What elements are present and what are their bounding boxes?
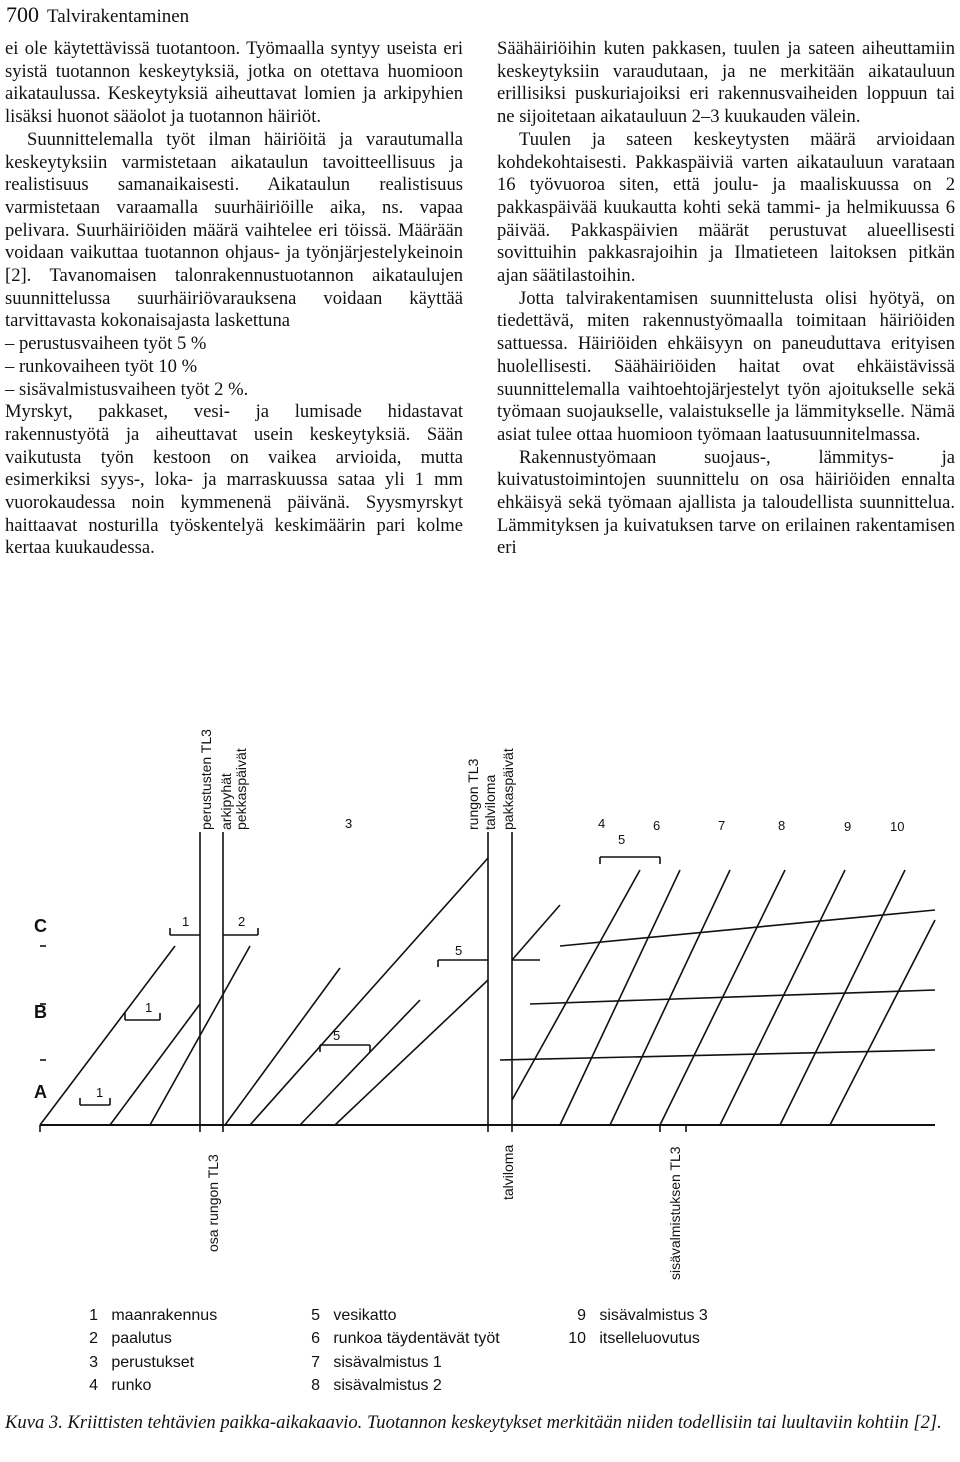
activity-number: 1 — [145, 1000, 153, 1015]
activity-line — [780, 870, 905, 1125]
row-label-a: A — [34, 1082, 47, 1102]
label-arkipyhat: arkipyhät — [218, 773, 234, 830]
row-label-c: C — [34, 916, 47, 936]
activity-line — [335, 980, 488, 1125]
right-text-column — [497, 38, 955, 560]
location-time-diagram — [0, 680, 960, 1292]
activity-line — [250, 858, 488, 1125]
legend-col-2 — [306, 1304, 500, 1397]
diagram-lines — [40, 832, 935, 1132]
activity-number: 6 — [653, 818, 661, 833]
label-talviloma-top: talviloma — [482, 774, 498, 830]
legend-item: 1 maanrakennus — [89, 1307, 218, 1324]
label-talviloma-bottom: talviloma — [500, 1144, 516, 1200]
activity-line — [110, 1004, 200, 1125]
paragraph: Säähäiriöihin kuten pakkasen, tuulen ja sateen aiheuttamiin keskeytyksiin varaudutaan, ja ne merkitään aikatauluun erillisiksi puskuriajoiksi eri rakennusvaiheiden loppuun tai ne sijoitetaan aikatauluun 2–3 kuukauden välein. — [497, 38, 955, 128]
paragraph: Jotta talvirakentamisen suunnittelusta olisi hyötyä, on tiedettävä, miten rakennustyömaalla toimitaan häiriöiden sattuessa. Häiriöiden ehkäisyyn on paneuduttava erityisen huolellisesti. Säähäiriöiden haitat ovat ehkäistävissä suunnittelemalla vaihtoehtojärjestelyt työn ajoitukselle sekä työmaan suojaukselle, valaistukselle ja lämmitykselle. Nämä asiat tulee ottaa huomioon työmaan laatusuunnitelmassa. — [497, 287, 955, 445]
label-sisavalmistuksen-tl3: sisävalmistuksen TL3 — [667, 1146, 683, 1280]
page-header — [6, 0, 189, 34]
label-osa-rungon-tl3: osa rungon TL3 — [205, 1154, 221, 1252]
activity-line — [560, 870, 680, 1125]
legend-item: 3 perustukset — [89, 1353, 195, 1371]
paragraph: ei ole käytettävissä tuotantoon. Työmaalla syntyy useista eri syistä tuotannon keskeytyksiä, jotka on otettava huomioon aikataulussa. Keskeytyksiä aiheuttavat lomien ja arkipyhien lisäksi huonot sääolot ja tuotannon häiriöt. — [5, 38, 463, 128]
legend-item: 2 paalutus — [89, 1330, 172, 1348]
list-item: – perustusvaiheen työt 5 % — [5, 333, 463, 356]
row-label-b: B — [34, 1002, 47, 1022]
legend-item: 6 runkoa täydentävät työt — [311, 1330, 500, 1348]
figure-caption: Kuva 3. Kriittisten tehtävien paikka-aikakaavio. Tuotannon keskeytykset merkitään niiden todellisiin tai luultaviin kohtiin [2]. — [5, 1412, 942, 1433]
paragraph: Tuulen ja sateen keskeytysten määrä arvioidaan kohdekohtaisesti. Pakkaspäiviä varten aikatauluun varataan 16 työvuoroa siten, että joulu- ja maaliskuussa on 2 pakkaspäivää kuukautta kohti sekä tammi- ja helmikuussa 6 päivää. Pakkaspäivien määrät perustuvat alueellisesti sovittuihin pakkasrajoihin ja Ilmatieteen laitoksen pitkän ajan säätilastoihin. — [497, 128, 955, 287]
legend-item: 4 runko — [89, 1376, 152, 1394]
page-number: 700 — [6, 2, 39, 27]
paragraph: Myrskyt, pakkaset, vesi- ja lumisade hidastavat rakennustyötä ja aiheuttavat usein keskeytyksiä. Sään vaikutusta työn kestoon on vaikea arvioida, mutta esimerkiksi syys-, loka- ja marraskuussa sataa yli 1 mm vuorokaudessa noin kymmenenä päivänä. Syysmyrskyt haittaavat nosturilla työskentelyä keskimäärin pari kolme kertaa kuukaudessa. — [5, 401, 463, 559]
label-rungon-tl3: rungon TL3 — [465, 758, 481, 830]
legend-item: 9 sisävalmistus 3 — [577, 1307, 708, 1324]
activity-line — [830, 920, 935, 1125]
legend-item: 10 itselleluovutus — [568, 1330, 700, 1348]
legend-item: 7 sisävalmistus 1 — [311, 1353, 442, 1371]
list-item: – runkovaiheen työt 10 % — [5, 356, 463, 379]
paragraph: Suunnittelemalla työt ilman häiriöitä ja varautumalla keskeytyksiin varmistetaan aikataulun tavoitteellisuus ja realistisuus samanaikaisesti. Aikataulun realistisuus varmistetaan varaamalla suurhäiriöille aika, ns. vapaa pelivara. Suurhäiriöiden määrä vaihtelee eri töissä. Määrään voidaan vaikuttaa tuotannon ohjaus- ja työnjärjestelykeinoin [2]. Tavanomaisen talonrakennustuotannon aikataulujen suunnittelussa suurhäiriövarauksena voidaan käyttää tarvittavasta kokonaisajasta laskettuna — [5, 128, 463, 332]
activity-number: 8 — [778, 818, 786, 833]
activity-number: 4 — [598, 816, 606, 831]
list-item: – sisävalmistusvaiheen työt 2 %. — [5, 379, 463, 402]
activity-line — [512, 870, 640, 1100]
activity-number: 5 — [618, 832, 626, 847]
activity-number: 2 — [238, 914, 246, 929]
left-text-column — [5, 38, 463, 560]
activity-number: 3 — [345, 816, 353, 831]
legend-col-3 — [562, 1304, 708, 1351]
activity-number: 5 — [455, 943, 463, 958]
activity-number: 9 — [844, 819, 852, 834]
legend-item: 5 vesikatto — [311, 1307, 397, 1324]
running-title: Talvirakentaminen — [47, 6, 190, 27]
activity-number: 1 — [96, 1085, 104, 1100]
legend-item: 8 sisävalmistus 2 — [311, 1376, 442, 1394]
activity-number: 7 — [718, 818, 726, 833]
activity-number: 10 — [890, 819, 905, 834]
label-pekkaspaivat: pekkaspäivät — [233, 748, 249, 830]
activity-number: 1 — [182, 914, 190, 929]
label-perustusten-tl3: perustusten TL3 — [198, 729, 214, 830]
activity-line — [40, 946, 175, 1125]
label-pakkaspaivat-top: pakkaspäivät — [500, 748, 516, 830]
activity-line — [512, 905, 560, 960]
activity-number: 5 — [333, 1028, 341, 1043]
paragraph: Rakennustyömaan suojaus-, lämmitys- ja kuivatustoimintojen suunnittelu on osa häiriöiden ennalta ehkäisyä sekä työmaan ajallista ja taloudellista suunnittelua. Lämmityksen ja kuivatuksen tarve on erilainen rakentamisen eri — [497, 446, 955, 559]
legend-col-1 — [84, 1304, 217, 1397]
